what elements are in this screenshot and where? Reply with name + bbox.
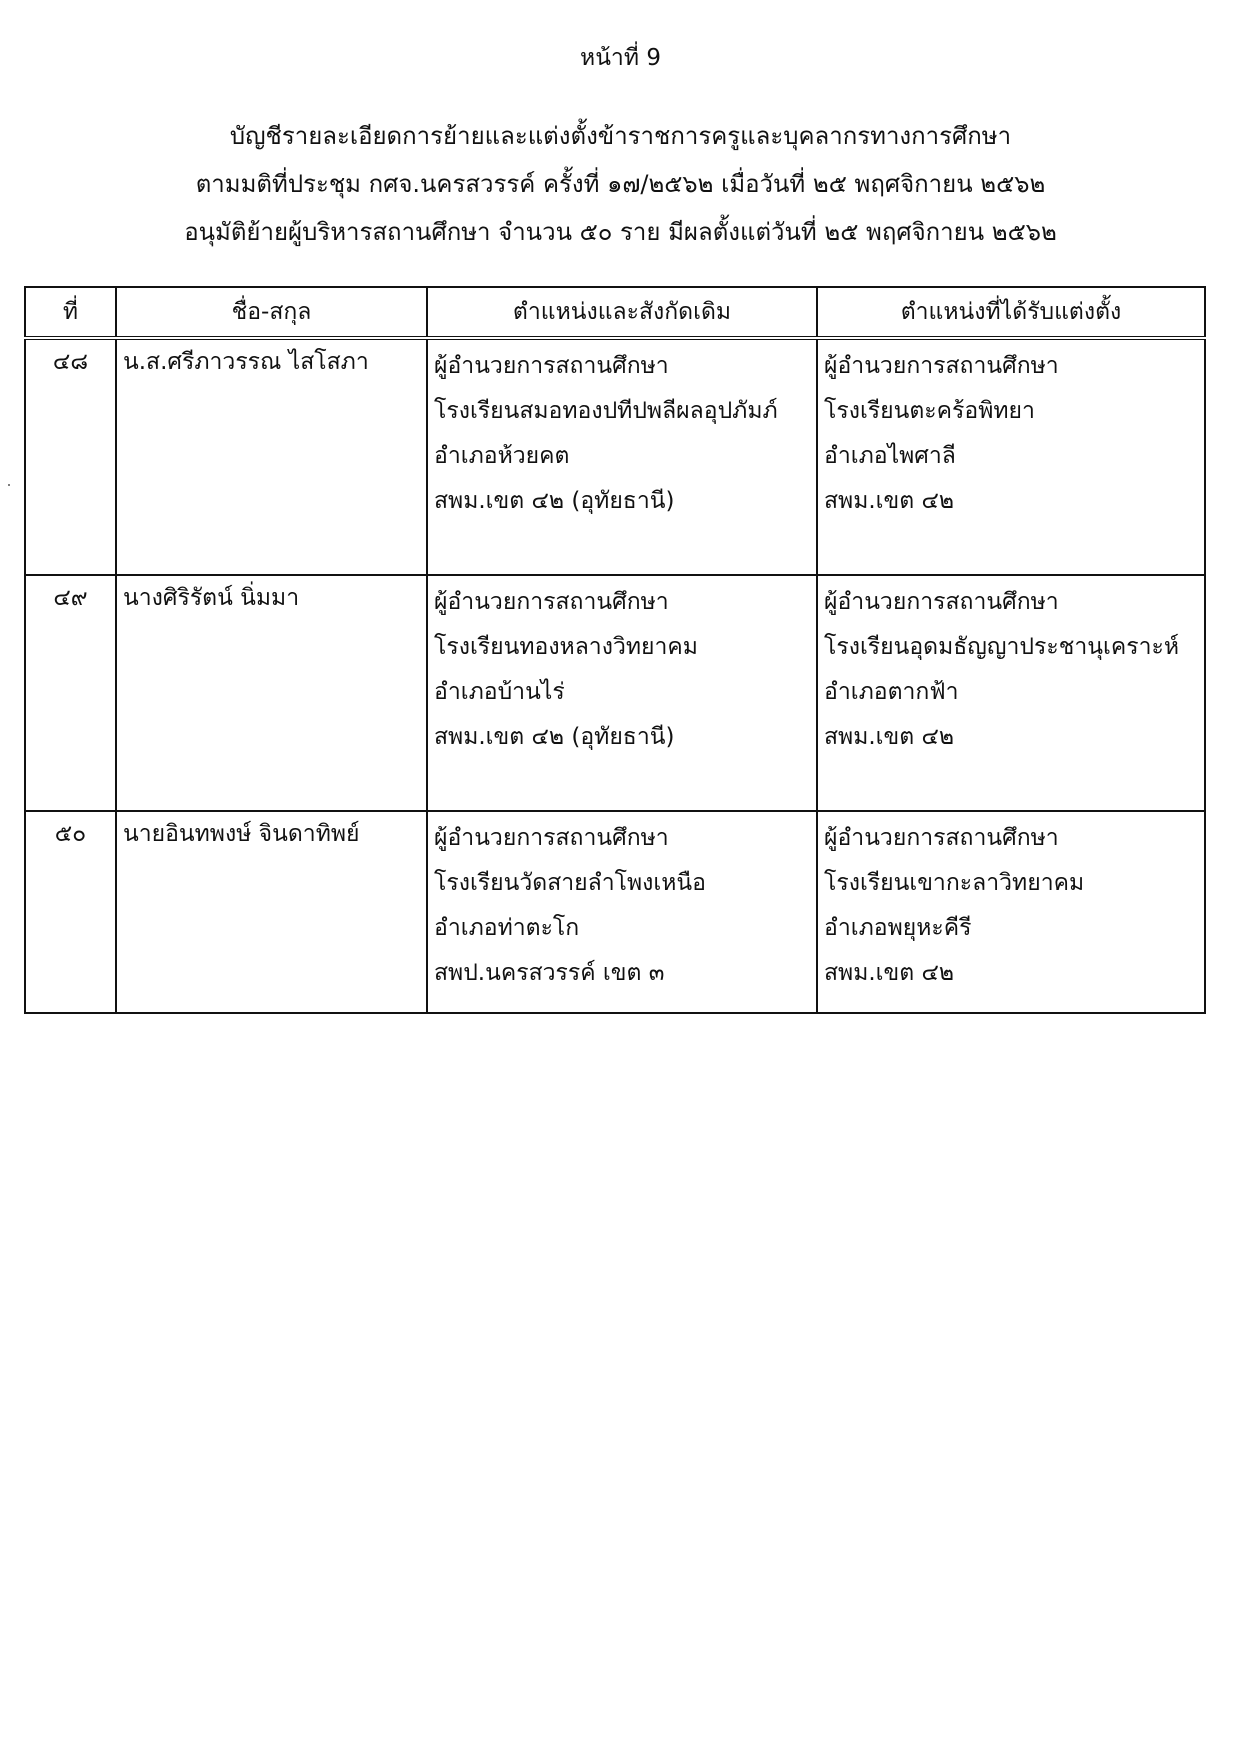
header-no: ที่ <box>25 287 116 338</box>
heading-approval-summary: อนุมัติย้ายผู้บริหารสถานศึกษา จำนวน ๕๐ ราย มีผลตั้งแต่วันที่ ๒๕ พฤศจิกายน ๒๕๖๒ <box>184 218 1057 246</box>
heading-meeting-resolution: ตามมติที่ประชุม กศจ.นครสวรรค์ ครั้งที่ ๑๗/๒๕๖๒ เมื่อวันที่ ๒๕ พฤศจิกายน ๒๕๖๒ <box>195 170 1046 198</box>
new-district: อำเภอตากฟ้า <box>824 679 959 705</box>
original-title: ผู้อำนวยการสถานศึกษา <box>434 825 669 851</box>
original-school: โรงเรียนวัดสายลำโพงเหนือ <box>434 870 706 896</box>
row-number: ๕๐ <box>25 811 116 1013</box>
original-school: โรงเรียนสมอทองปทีปพลีผลอุปภัมภ์ <box>434 398 778 424</box>
original-area-office: สพม.เขต ๔๒ (อุทัยธานี) <box>434 488 675 514</box>
row-number: ๔๙ <box>25 575 116 811</box>
new-position-cell <box>817 575 1205 811</box>
table-row <box>25 811 1205 1013</box>
original-title: ผู้อำนวยการสถานศึกษา <box>434 589 669 615</box>
new-area-office: สพม.เขต ๔๒ <box>824 488 955 514</box>
original-district: อำเภอห้วยคต <box>434 443 570 469</box>
new-school: โรงเรียนเขากะลาวิทยาคม <box>824 870 1085 896</box>
page-number: หน้าที่ 9 <box>580 45 661 71</box>
new-title: ผู้อำนวยการสถานศึกษา <box>824 353 1059 379</box>
row-number: ๔๘ <box>25 338 116 575</box>
header-name: ชื่อ-สกุล <box>116 287 427 338</box>
table-row <box>25 338 1205 575</box>
original-position-cell <box>427 338 817 575</box>
person-name: นางศิริรัตน์ นิ่มมา <box>116 575 427 811</box>
new-position-cell <box>817 811 1205 1013</box>
new-district: อำเภอพยุหะคีรี <box>824 915 972 941</box>
original-area-office: สพม.เขต ๔๒ (อุทัยธานี) <box>434 724 675 750</box>
transfer-table <box>24 286 1206 1014</box>
original-school: โรงเรียนทองหลางวิทยาคม <box>434 634 698 660</box>
new-position-cell <box>817 338 1205 575</box>
original-area-office: สพป.นครสวรรค์ เขต ๓ <box>434 960 665 986</box>
new-school: โรงเรียนอุดมธัญญาประชานุเคราะห์ <box>824 634 1179 660</box>
new-title: ผู้อำนวยการสถานศึกษา <box>824 589 1059 615</box>
header-new-position: ตำแหน่งที่ได้รับแต่งตั้ง <box>817 287 1205 338</box>
table-header-row <box>25 287 1205 338</box>
new-district: อำเภอไพศาลี <box>824 443 956 469</box>
original-district: อำเภอบ้านไร่ <box>434 679 565 705</box>
new-area-office: สพม.เขต ๔๒ <box>824 724 955 750</box>
person-name: น.ส.ศรีภาวรรณ ไสโสภา <box>116 338 427 575</box>
heading-title: บัญชีรายละเอียดการย้ายและแต่งตั้งข้าราชการครูและบุคลากรทางการศึกษา <box>229 122 1012 150</box>
table-row <box>25 575 1205 811</box>
original-title: ผู้อำนวยการสถานศึกษา <box>434 353 669 379</box>
document-heading <box>0 112 1241 256</box>
new-area-office: สพม.เขต ๔๒ <box>824 960 955 986</box>
new-school: โรงเรียนตะคร้อพิทยา <box>824 398 1035 424</box>
scan-speck <box>8 484 10 486</box>
original-district: อำเภอท่าตะโก <box>434 915 580 941</box>
header-original-position: ตำแหน่งและสังกัดเดิม <box>427 287 817 338</box>
original-position-cell <box>427 575 817 811</box>
new-title: ผู้อำนวยการสถานศึกษา <box>824 825 1059 851</box>
person-name: นายอินทพงษ์ จินดาทิพย์ <box>116 811 427 1013</box>
original-position-cell <box>427 811 817 1013</box>
